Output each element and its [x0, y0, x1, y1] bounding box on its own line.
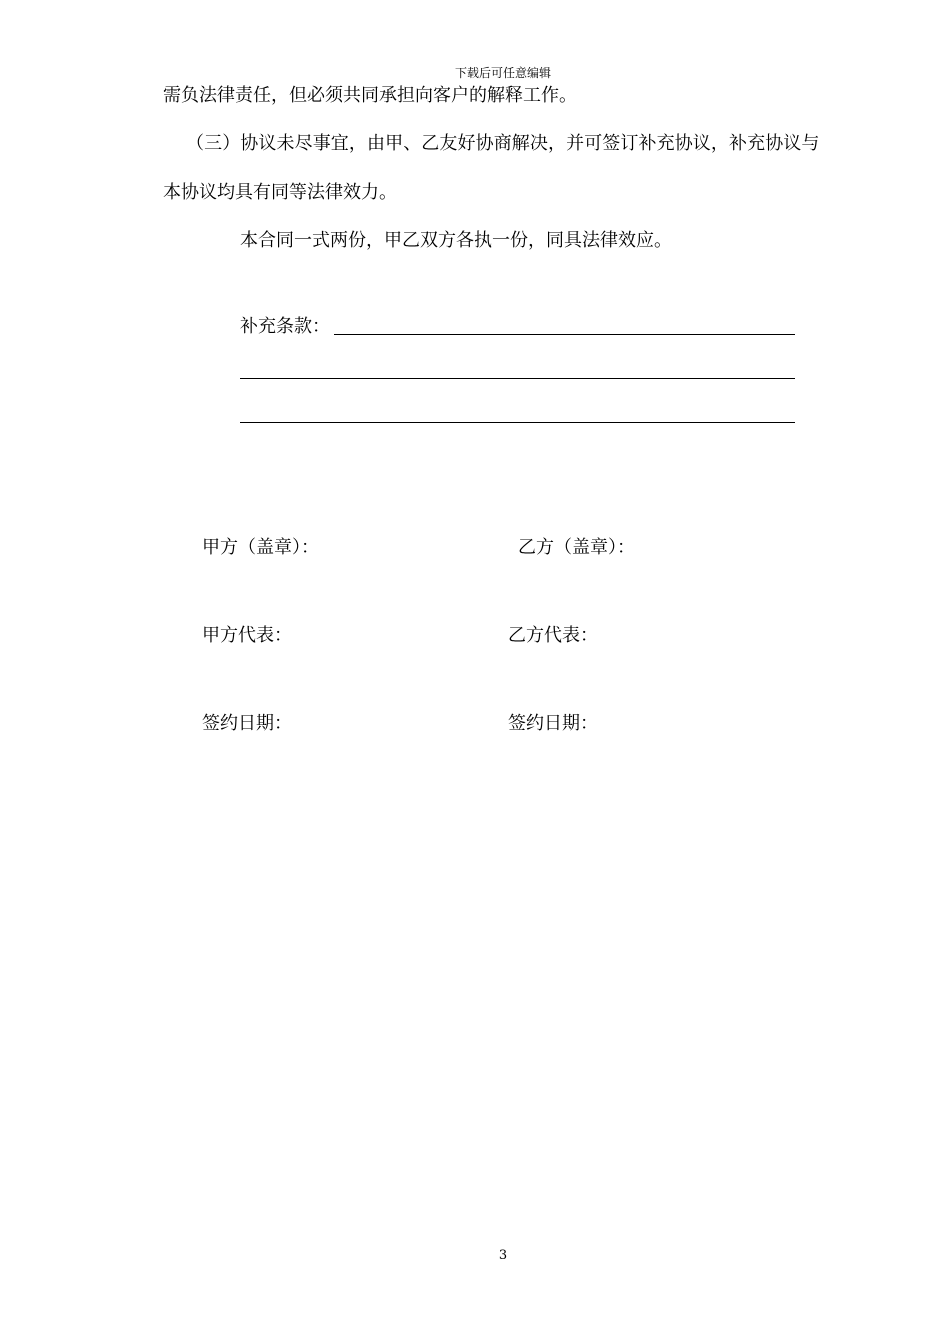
party-a-seal-label: 甲方（盖章）： [202, 537, 319, 558]
supplement-label: 补充条款： [240, 316, 330, 337]
page-number: 3 [498, 1248, 508, 1263]
supplement-blank-line-2 [240, 378, 795, 379]
party-b-seal-label: 乙方（盖章）： [518, 537, 635, 558]
party-a-date-label: 签约日期： [202, 713, 292, 734]
party-a-representative-label: 甲方代表： [202, 625, 292, 646]
supplement-blank-line-1 [334, 334, 795, 335]
header-note: 下载后可任意编辑 [454, 66, 551, 80]
paragraph-line-clause-three: （三）协议未尽事宜，由甲、乙友好协商解决，并可签订补充协议，补充协议与 [186, 133, 820, 154]
supplement-blank-line-3 [240, 422, 795, 423]
paragraph-line-legal-effect: 本协议均具有同等法律效力。 [163, 182, 397, 203]
paragraph-line-copies: 本合同一式两份，甲乙双方各执一份，同具法律效应。 [240, 230, 672, 251]
party-b-representative-label: 乙方代表： [508, 625, 598, 646]
paragraph-line-liability: 需负法律责任，但必须共同承担向客户的解释工作。 [163, 85, 577, 106]
party-b-date-label: 签约日期： [508, 713, 598, 734]
